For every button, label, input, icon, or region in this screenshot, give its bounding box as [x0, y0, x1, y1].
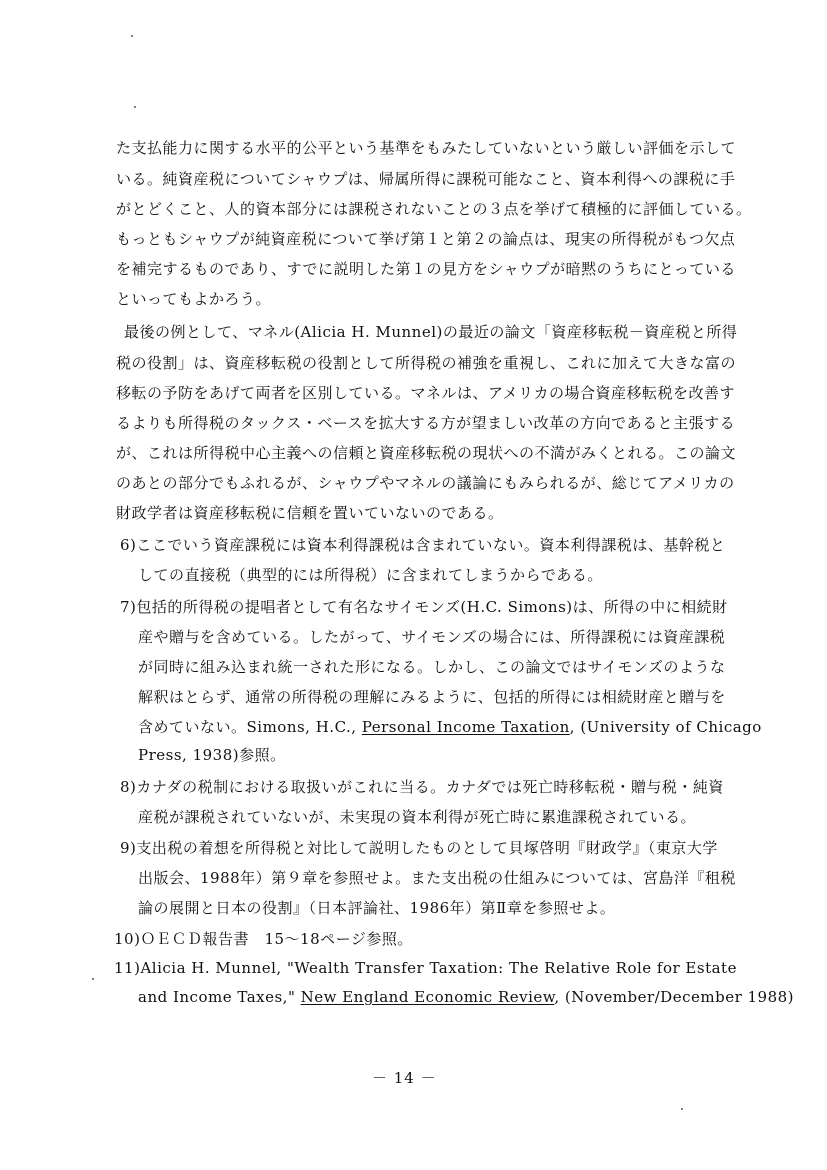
text-line: 最後の例として、マネル(Alicia H. Munnel)の最近の論文「資産移転税－資産税と所得	[124, 323, 738, 341]
footnote-line: Press, 1938)参照。	[138, 746, 286, 764]
footnote-line: 11)Alicia H. Munnel, "Wealth Transfer Taxation: The Relative Role for Estate	[114, 959, 737, 977]
text-line: もっともシャウプが純資産税について挙げ第１と第２の論点は、現実の所得税がもつ欠点	[116, 230, 736, 248]
footnote-line: 出版会、1988年）第９章を参照せよ。また支出税の仕組みについては、宮島洋『租税	[138, 869, 736, 887]
footnote-line	[138, 987, 794, 1007]
text-line: るよりも所得税のタックス・ベースを拡大する方が望ましい改革の方向であると主張する	[116, 414, 736, 432]
footnote-line: 8)カナダの税制における取扱いがこれに当る。カナダでは死亡時移転税・贈与税・純資	[120, 778, 724, 796]
footnote-line	[138, 717, 762, 737]
footnote-line: 産税が課税されていないが、未実現の資本利得が死亡時に累進課税されている。	[138, 808, 697, 826]
text-line: が、これは所得税中心主義への信頼と資産移転税の現状への不満がみくとれる。この論文	[116, 444, 737, 462]
citation-text: , (November/December 1988)	[554, 988, 795, 1006]
text-line: た支払能力に関する水平的公平という基準をもみたしていないという厳しい評価を示して	[116, 139, 737, 157]
scan-speck	[681, 1108, 683, 1110]
footnote-line: 論の展開と日本の役割』（日本評論社、1986年）第Ⅱ章を参照せよ。	[138, 899, 616, 917]
text-line: 財政学者は資産移転税に信頼を置いていないのである。	[116, 504, 504, 522]
text-line: がとどくこと、人的資本部分には課税されないことの３点を挙げて積極的に評価している。	[116, 200, 752, 218]
footnote-line: 6)ここでいう資産課税には資本利得課税は含まれていない。資本利得課税は、基幹税と	[120, 536, 726, 554]
citation-text: , (University of Chicago	[569, 718, 762, 736]
footnote-line: が同時に組み込まれ統一された形になる。しかし、この論文ではサイモンズのような	[138, 658, 726, 676]
text-line: を補完するものであり、すでに説明した第１の見方をシャウプが暗黙のうちにとっている	[116, 260, 736, 278]
citation-text: and Income Taxes,"	[138, 988, 301, 1006]
text-line: といってもよかろう。	[116, 290, 272, 308]
footnote-line: しての直接税（典型的には所得税）に含まれてしまうからである。	[138, 566, 603, 584]
journal-title: New England Economic Review	[300, 988, 555, 1006]
scan-speck	[131, 35, 133, 37]
book-title: Personal Income Taxation	[361, 718, 570, 736]
citation-text: 含めていない。Simons, H.C.,	[138, 718, 362, 736]
page-number: － 14 －	[372, 1069, 437, 1087]
footnote-line: 7)包括的所得税の提唱者として有名なサイモンズ(H.C. Simons)は、所得の中に相続財	[120, 598, 728, 616]
scan-speck	[134, 106, 136, 108]
footnote-line: 産や贈与を含めている。したがって、サイモンズの場合には、所得課税には資産課税	[138, 628, 726, 646]
text-line: 移転の予防をあげて両者を区別している。マネルは、アメリカの場合資産移転税を改善す	[116, 384, 735, 402]
text-line: いる。純資産税についてシャウプは、帰属所得に課税可能なこと、資本利得への課税に手	[116, 170, 736, 188]
footnote-10: 10)ＯＥＣＤ報告書 15～18ページ参照。	[114, 930, 413, 948]
footnote-line: 9)支出税の着想を所得税と対比して説明したものとして貝塚啓明『財政学』（東京大学	[120, 839, 718, 857]
text-line: 税の役割」は、資産移転税の役割として所得税の補強を重視し、これに加えて大きな富の	[116, 354, 737, 372]
scan-speck	[92, 978, 94, 980]
footnote-line: 解釈はとらず、通常の所得税の理解にみるように、包括的所得には相続財産と贈与を	[138, 688, 726, 706]
text-line: のあとの部分でもふれるが、シャウプやマネルの議論にもみられるが、総じてアメリカの	[116, 474, 735, 492]
